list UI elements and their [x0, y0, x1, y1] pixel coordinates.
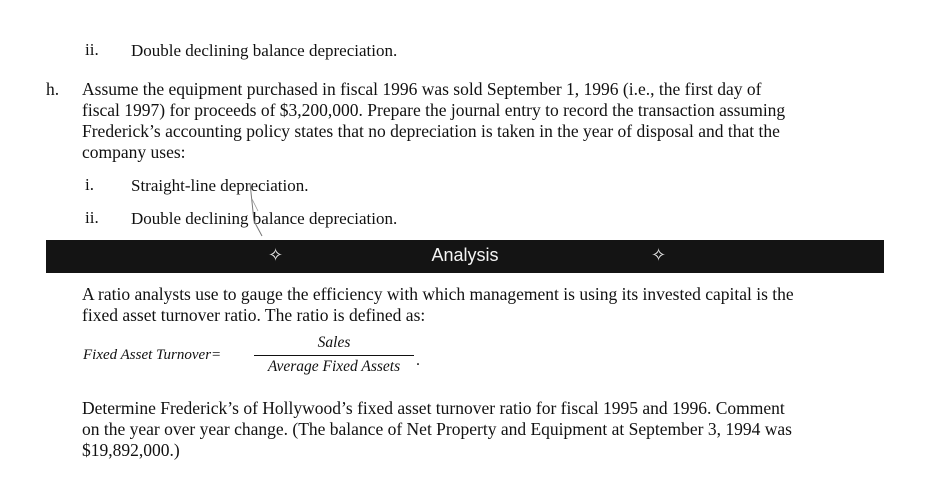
formula-period: . [416, 352, 420, 369]
intro-line: fixed asset turnover ratio. The ratio is defined as: [82, 305, 426, 325]
formula-fraction [254, 334, 414, 376]
intro-line: A ratio analysts use to gauge the efficiency with which management is using its invested capital is the [82, 284, 794, 304]
analysis-banner [46, 240, 884, 273]
item-h-line: company uses: [82, 142, 186, 162]
item-h-line: fiscal 1997) for proceeds of $3,200,000. Prepare the journal entry to record the transaction assuming [82, 100, 786, 120]
item-h-paragraph [82, 79, 785, 163]
question-line: on the year over year change. (The balance of Net Property and Equipment at September 3, 1994 was [82, 419, 792, 439]
question-line: Determine Frederick’s of Hollywood’s fixed asset turnover ratio for fiscal 1995 and 1996. Comment [82, 398, 785, 418]
item-h-line: Frederick’s accounting policy states that no depreciation is taken in the year of disposal and that the [82, 121, 780, 141]
diamond-star-icon: ✧ [268, 245, 284, 266]
fraction-bar [254, 355, 414, 356]
item-h-letter: h. [46, 79, 60, 99]
item-h-i-number: i. [85, 175, 94, 194]
analysis-title: Analysis [431, 245, 499, 265]
formula-label: Fixed Asset Turnover= [83, 347, 222, 363]
diamond-star-icon: ✧ [651, 245, 667, 266]
formula-denominator: Average Fixed Assets [267, 358, 401, 375]
analysis-question [82, 398, 792, 461]
cursor-artifact-icon [248, 181, 278, 241]
item-h-ii-text: Double declining balance depreciation. [131, 209, 398, 228]
analysis-intro [82, 284, 794, 326]
item-h-i-text: Straight-line depreciation. [131, 176, 309, 195]
formula-numerator: Sales [317, 334, 351, 351]
item-h-line: Assume the equipment purchased in fiscal 1996 was sold September 1, 1996 (i.e., the first day of [82, 79, 762, 99]
item-ii-number: ii. [85, 40, 99, 59]
question-line: $19,892,000.) [82, 440, 180, 460]
item-ii-text: Double declining balance depreciation. [131, 41, 398, 60]
item-h-ii-number: ii. [85, 208, 99, 227]
